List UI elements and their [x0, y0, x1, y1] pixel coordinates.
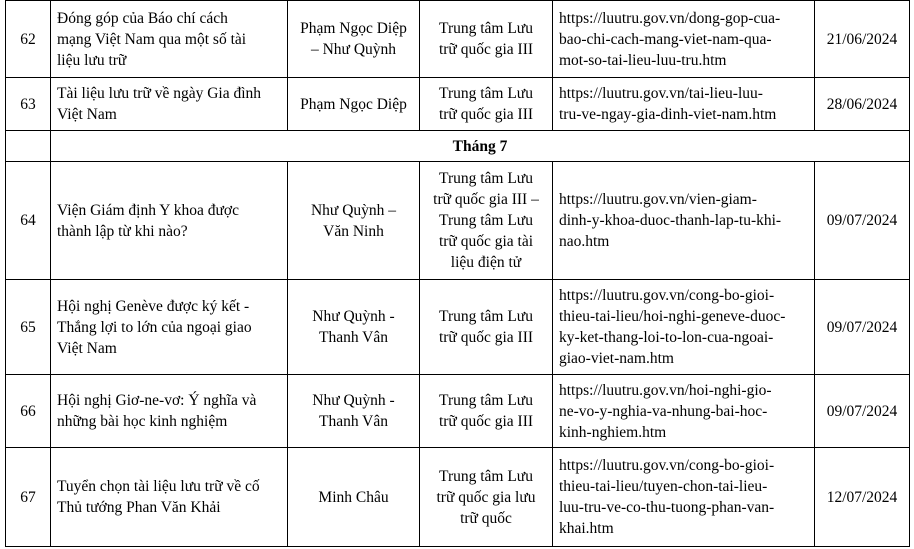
table-row — [6, 1, 910, 78]
document-title — [51, 375, 288, 448]
row-number: 64 — [6, 162, 51, 280]
link-line[interactable]: https://luutru.gov.vn/tai-lieu-luu- — [559, 85, 763, 102]
document-title — [51, 1, 288, 78]
link-line[interactable]: tru-ve-ngay-gia-dinh-viet-nam.htm — [559, 106, 777, 123]
text-line: Thanh Vân — [318, 329, 389, 346]
text-line: Như Quỳnh – — [310, 201, 397, 219]
text-line: Trung tâm Lưu — [439, 212, 533, 229]
text-line: trữ quốc gia III – — [433, 191, 539, 208]
text-line: Thanh Vân — [318, 413, 389, 430]
link-line[interactable]: nao.htm — [559, 233, 610, 250]
text-line: liệu lưu trữ — [57, 51, 127, 69]
text-line: Hội nghị Giơ-ne-vơ: Ý nghĩa và — [57, 392, 257, 409]
row-number: 62 — [6, 1, 51, 78]
row-number: 65 — [6, 280, 51, 375]
text-line: Trung tâm Lưu — [439, 467, 533, 485]
document-organization — [420, 375, 553, 448]
document-organization — [420, 78, 553, 131]
document-author — [288, 448, 420, 547]
text-line: Như Quỳnh - — [312, 392, 395, 409]
link-line[interactable]: bao-chi-cach-mang-viet-nam-qua- — [559, 30, 772, 48]
table-row — [6, 280, 910, 375]
text-line: Trung tâm Lưu — [439, 392, 533, 409]
link-line[interactable]: https://luutru.gov.vn/hoi-nghi-gio- — [559, 381, 772, 399]
link-line[interactable]: ne-vo-y-nghia-va-nhung-bai-hoc- — [559, 402, 768, 420]
link-line[interactable]: https://luutru.gov.vn/cong-bo-gioi- — [559, 457, 775, 474]
text-line: liệu điện tử — [450, 254, 522, 271]
text-line: Hội nghị Genève được ký kết - — [57, 297, 250, 315]
text-line: trữ quốc gia III — [438, 413, 534, 430]
link-line[interactable]: https://luutru.gov.vn/dong-gop-cua- — [559, 9, 781, 27]
document-link[interactable] — [553, 78, 815, 131]
document-link[interactable] — [553, 375, 815, 448]
text-line: trữ quốc gia lưu — [436, 488, 536, 506]
document-link[interactable] — [553, 448, 815, 547]
text-line: trữ quốc gia tài — [438, 233, 534, 250]
text-line: Tài liệu lưu trữ về ngày Gia đình — [57, 85, 262, 102]
publish-date: 12/07/2024 — [815, 448, 910, 547]
link-line[interactable]: luu-tru-ve-co-thu-tuong-phan-van- — [559, 499, 775, 516]
table-month-section — [6, 131, 910, 162]
table-body-july — [6, 162, 910, 547]
row-number: 63 — [6, 78, 51, 131]
publish-date: 09/07/2024 — [815, 162, 910, 280]
publish-date: 09/07/2024 — [815, 375, 910, 448]
text-line: trữ quốc — [460, 509, 512, 527]
text-line: Như Quỳnh - — [312, 308, 395, 325]
text-line: Trung tâm Lưu — [439, 85, 533, 102]
document-author — [288, 1, 420, 78]
link-line[interactable]: thieu-tai-lieu/hoi-nghi-geneve-duoc- — [559, 308, 786, 325]
row-number: 67 — [6, 448, 51, 547]
text-line: Trung tâm Lưu — [439, 308, 533, 325]
text-line: Việt Nam — [57, 339, 117, 357]
document-title — [51, 280, 288, 375]
link-line[interactable]: https://luutru.gov.vn/vien-giam- — [559, 191, 757, 208]
document-title — [51, 162, 288, 280]
month-header-row — [6, 131, 910, 162]
document-title — [51, 78, 288, 131]
link-line[interactable]: thieu-tai-lieu/tuyen-chon-tai-lieu- — [559, 478, 768, 495]
document-author — [288, 162, 420, 280]
text-line: Thắng lợi to lớn của ngoại giao — [57, 318, 252, 336]
text-line: những bài học kinh nghiệm — [57, 413, 228, 430]
documents-table — [5, 0, 910, 547]
table-row — [6, 78, 910, 131]
text-line: Trung tâm Lưu — [439, 170, 533, 187]
table-row — [6, 162, 910, 280]
publish-date: 28/06/2024 — [815, 78, 910, 131]
link-line[interactable]: giao-viet-nam.htm — [559, 350, 674, 367]
link-line[interactable]: ky-ket-thang-loi-to-lon-cua-ngoai- — [559, 329, 774, 346]
document-link[interactable] — [553, 1, 815, 78]
link-line[interactable]: mot-so-tai-lieu-luu-tru.htm — [559, 51, 727, 69]
document-title — [51, 448, 288, 547]
text-line: trữ quốc gia III — [438, 41, 534, 58]
text-line: Minh Châu — [318, 488, 389, 506]
text-line: Phạm Ngọc Diệp — [300, 20, 407, 37]
link-line[interactable]: dinh-y-khoa-duoc-thanh-lap-tu-khi- — [559, 212, 782, 229]
link-line[interactable]: https://luutru.gov.vn/cong-bo-gioi- — [559, 287, 775, 304]
document-organization — [420, 448, 553, 547]
text-line: – Như Quỳnh — [310, 41, 397, 58]
text-line: Việt Nam — [57, 106, 117, 123]
text-line: thành lập từ khi nào? — [57, 222, 188, 240]
document-link[interactable] — [553, 162, 815, 280]
text-line: Phạm Ngọc Diệp — [300, 95, 407, 113]
table-row — [6, 448, 910, 547]
document-author — [288, 375, 420, 448]
table-body-june — [6, 1, 910, 131]
text-line: Viện Giám định Y khoa được — [57, 201, 239, 219]
publish-date: 09/07/2024 — [815, 280, 910, 375]
text-line: Văn Ninh — [323, 222, 384, 240]
publish-date: 21/06/2024 — [815, 1, 910, 78]
document-author — [288, 280, 420, 375]
text-line: trữ quốc gia III — [438, 106, 534, 123]
document-organization — [420, 280, 553, 375]
document-organization — [420, 1, 553, 78]
link-line[interactable]: kinh-nghiem.htm — [559, 423, 667, 441]
text-line: mạng Việt Nam qua một số tài — [57, 30, 247, 48]
table-row — [6, 375, 910, 448]
row-number: 66 — [6, 375, 51, 448]
month-header-stt-cell — [6, 131, 51, 162]
document-link[interactable] — [553, 280, 815, 375]
text-line: Trung tâm Lưu — [439, 20, 533, 37]
month-header: Tháng 7 — [51, 131, 910, 162]
text-line: Đóng góp của Báo chí cách — [57, 9, 228, 27]
text-line: trữ quốc gia III — [438, 329, 534, 346]
text-line: Thủ tướng Phan Văn Khải — [57, 499, 221, 516]
document-author — [288, 78, 420, 131]
text-line: Tuyển chọn tài liệu lưu trữ về cố — [57, 478, 260, 495]
document-organization — [420, 162, 553, 280]
link-line[interactable]: khai.htm — [559, 520, 614, 537]
